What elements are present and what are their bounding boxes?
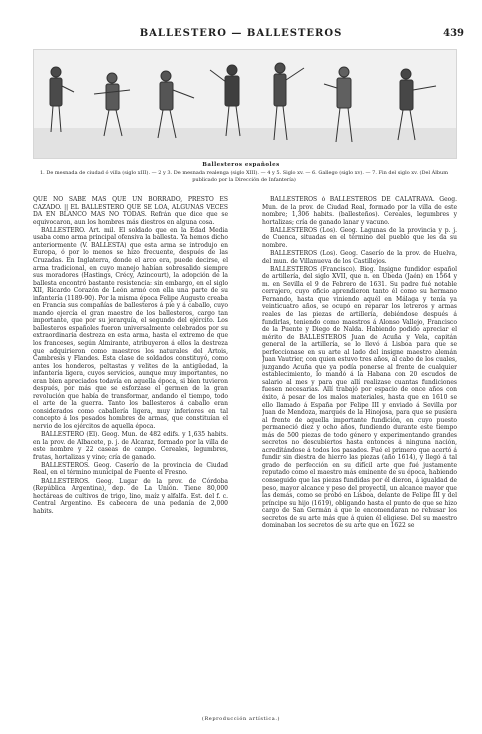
article-paragraph: BALLESTEROS (Francisco). Biog. Insigne fundidor español de artillería, del siglo XVII, que n. en Úbeda (Jaén) en 1564 y m. en Sevilla el 9 de Febrero de 1631. Su padre fué notable cerrajero, cuyo oficio aprendieron tanto él como su hermano Fernando, hasta que viniendo aquél en Málaga y tenía ya veinticuatro años, se ocupó en reparar los letreros y armas reales de las piezas de artillería, debiéndose después á fundirlas, teniendo como maestros á Alonso Vallejo, Francisco de la Puente y Diego de Nalda. Habiendo podido apreciar el mérito de BALLESTEROS Juan de Acuña y Vela, capitán general de la artillería, se lo llevó á Lisboa para que se perfeccionase en su arte al lado del insigne maestro alemán Juan Vautrier, con quien estuvo tres años, al cabo de los cuales, juzgando Acuña que ya podía ponerse al frente de cualquier establecimiento, lo mandó á la Habana con 20 escudos de salario al mes y para que allí realizase cuantas fundiciones fuesen necesarias. Allí trabajó por espacio de once años con éxito, á pesar de los malos materiales, hasta que en 1610 se ello llamado á España por Felipe III y enviado á Sevilla por Juan de Mendoza, marqués de la Hinojosa, para que se pusiera al frente de aquella importante fundición, en cuyo puesto permaneció diez y ocho años, fundiendo durante este tiempo más de 500 piezas de todo género y experimentando grandes secretos no descubiertos hasta entonces á ninguna nación, acreditándose á todos los pasados. Fué el primero que acertó á fundir sin diestra de hierro las piezas (año 1614), y llegó á tal grado de perfección en su difícil arte que fué justamente reputado como el maestro más eminente de su época, habiendo conseguido que las piezas fundidas por él dieron, á igualdad de peso, mayor alcance y peso del proyectil, un alcance mayor que las demás, como se probó en Lisboa, delante de Felipe III y del príncipe su hijo (1619), obligando hasta el punto de que se hizo cargo de San Germán á que le encomendaran no rehusar los secretos de su arte más que á quien él eligiese. Del su maestro dominaban los secretos de su arte que en 1622 se — [262, 265, 457, 530]
header-title: BALLESTERO — BALLESTEROS — [139, 28, 343, 39]
running-header — [0, 28, 482, 42]
left-text-column — [33, 196, 228, 716]
illustration-plate — [33, 49, 457, 159]
crossbowmen-figures-image — [34, 50, 456, 158]
article-paragraph: BALLESTEROS (Los). Geog. Lagunas de la provincia y p. j. de Cuenca, situadas en el término del pueblo que les da su nombre. — [262, 226, 457, 249]
right-text-column — [262, 196, 457, 716]
article-paragraph: BALLESTEROS ó BALLESTEROS DE CALATRAVA. Geog. Mun. de la prov. de Ciudad Real, formado por la villa de este nombre; 1,306 habits. (ballesteños). Cereales, legumbres y hortalizas; cría de ganado lanar y vacuno. — [262, 196, 457, 226]
page-number: 439 — [443, 28, 464, 39]
article-paragraph: QUE NO SABE MÁS QUE UN BORRADO, PRESTO ES CAZADO. || EL BALLESTERO QUE SE LOA, ALGUNAS VECES DA EN BLANCO MAS NO TODAS. Refrán que dice que se equivocaron, aun los hombres más diestros en alguna cosa. — [33, 196, 228, 226]
plate-caption: 1. De mesnada de ciudad ó villa (siglo xIII). — 2 y 3. De mesnada realenga (siglo XIII). — 4 y 5. Siglo xv. — 6. Gallego (siglo xv). — 7. Fin del siglo xv. (Del Álbum publicado por la Dirección de Infantería) — [39, 170, 449, 183]
article-paragraph: BALLESTERO. Art. mil. El soldado que en la Edad Media usaba como arma principal ofensiva la ballesta. Ya hemos dicho anteriormente (V. BALLESTA) que esta arma se introdujo en Europa, ó por lo menos se hizo frecuente, después de las Cruzadas. En Inglaterra, donde el arco era, puede decirse, el arma tradicional, en cuyo manejo habían sobresalido siempre sus moradores (Hastings, Crécy, Azincourt), la adopción de la ballesta encontró bastante resistencia: sin embargo, en el siglo XII, Ricardo Corazón de León armó con ella una parte de su infantería (1189-90). Por la misma época Felipe Augusto creaba en Francia sus compañías de ballesteros á pie y á caballo, cuyo mando ejercía el gran maestre de los ballesteros, cargo tan importante, que por su jerarquía, el segundo del ejército. Los ballesteros españoles fueron universalmente celebrados por su extraordinaria destreza en esta arma, hasta el extremo de que los franceses, según Almirante, atribuyeron á ellos la destreza que adquirieron como maestros los naturales del Artois, Cambresis y Flandes. Esta clase de soldados constituyó, como antes los honderos, peltastas y velites de la antigüedad, la infantería ligera, cuyos servicios, aunque muy importantes, no eran bien apreciados todavía en aquella época, si bien tuvieron después, por más que se esforzase el germen de la gran revolución que había de transformar, andando el tiempo, todo el arte de la guerra. Tanto los ballesteros á caballo eran considerados como caballería ligera, muy inferiores en tal concepto á los pesados hombres de armas, que constituían el nervio de los ejércitos de aquella época. — [33, 226, 228, 430]
plate-title: Ballesteros españoles — [202, 162, 280, 168]
article-paragraph: BALLESTEROS. Geog. Caserío de la provincia de Ciudad Real, en el término municipal de Fuente el Fresno. — [33, 461, 228, 477]
article-paragraph: BALLESTEROS. Geog. Lugar de la prov. de Córdoba (República Argentina), dep. de La Unión. Tiene 80,000 hectáreas de cultivos de trigo, lino, maíz y alfalfa. Est. del f. c. Central Argentino. Es cabecera de una pedanía de 2,000 habits. — [33, 477, 228, 515]
article-paragraph: BALLESTERO (El). Geog. Mun. de 482 edifs. y 1,635 habits. en la prov. de Albacete, p. j. de Alcaraz, formado por la villa de este nombre y 22 caseas de campo. Cereales, legumbres, frutas, hortalizas y vino; cría de ganado. — [33, 431, 228, 461]
article-paragraph: BALLESTEROS (Los). Geog. Caserío de la prov. de Huelva, del mun. de Villanueva de los Castillejos. — [262, 250, 457, 265]
reproduction-footer: (Reproducción artística.) — [201, 716, 281, 722]
